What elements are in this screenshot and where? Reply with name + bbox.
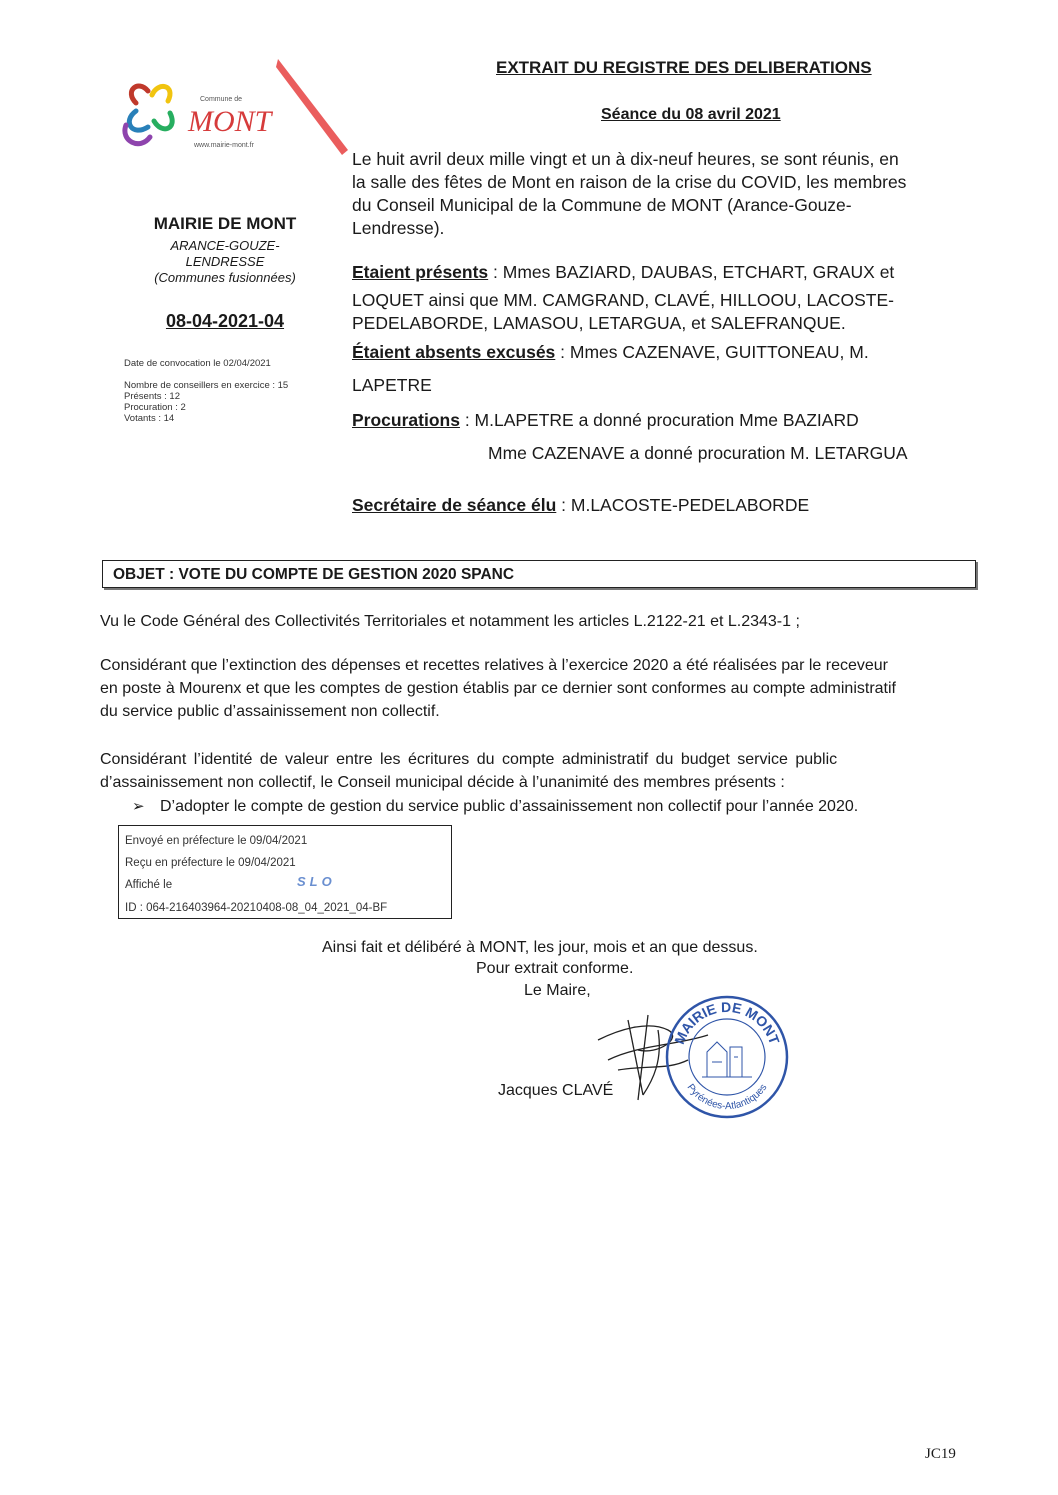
presents-line-2: LOQUET ainsi que MM. CAMGRAND, CLAVÉ, HILLOOU, LACOSTE- [352,290,894,310]
secretaire-value: : M.LACOSTE-PEDELABORDE [556,495,810,515]
body-paragraph-1: Vu le Code Général des Collectivités Territoriales et notamment les articles L.2122-21 et L.2343-1 ; [100,613,800,630]
absents-line [352,341,869,364]
objet-title: OBJET : VOTE DU COMPTE DE GESTION 2020 SPANC [113,566,515,583]
logo-top-text: Commune de [200,96,243,103]
logo-name: MONT [188,105,272,138]
intro-line: Lendresse). [352,218,445,238]
intro-line: la salle des fêtes de Mont en raison de la crise du COVID, les membres [352,172,907,192]
decision-bullet: D’adopter le compte de gestion du service public d’assainissement non collectif pour l’année 2020. [160,798,859,815]
closing-line-3: Le Maire, [524,982,591,999]
logo-url: www.mairie-mont.fr [194,142,254,149]
seal-bottom-text: Pyrénées-Atlantiques [684,1082,770,1113]
body-paragraph-3-line: Considérant l’identité de valeur entre les écritures du compte administratif du budget service public [100,751,838,768]
procurations-label: Procurations [352,410,460,430]
presents-count: Présents : 12 [124,391,180,402]
body-paragraph-2-line: Considérant que l’extinction des dépenses et recettes relatives à l’exercice 2020 a été réalisées par le receveur [100,657,888,674]
body-paragraph-3-line: d’assainissement non collectif, le Conseil municipal décide à l’unanimité des membres présents : [100,774,785,791]
stamp-affiche: Affiché le [125,879,173,891]
closing-line-1: Ainsi fait et délibéré à MONT, les jour, mois et an que dessus. [322,939,758,956]
svg-text:Pyrénées-Atlantiques [685,1082,770,1112]
convocation-date: Date de convocation le 02/04/2021 [124,358,271,369]
mairie-sub-1: ARANCE-GOUZE- [170,238,280,253]
signatory-name: Jacques CLAVÉ [498,1082,614,1099]
absents-label: Étaient absents excusés [352,342,556,362]
secretaire-line [352,494,809,517]
closing-line-2: Pour extrait conforme. [476,960,634,977]
mairie-sub-2: LENDRESSE [185,254,265,269]
procurations-line-2: Mme CAZENAVE a donné procuration M. LETARGUA [488,443,908,463]
seal-top-text: MAIRIE DE MONT [671,998,783,1047]
conseillers-count: Nombre de conseillers en exercice : 15 [124,380,289,391]
absents-names: : Mmes CAZENAVE, GUITTONEAU, M. [555,342,869,362]
stamp-id: ID : 064-216403964-20210408-08_04_2021_04-BF [125,902,388,914]
secretaire-label: Secrétaire de séance élu [352,495,557,515]
deliberation-reference: 08-04-2021-04 [165,311,285,331]
slow-logo: SLO [297,874,336,889]
body-paragraph-2-line: en poste à Mourenx et que les comptes de gestion établis par ce dernier sont conformes au compte administratif [100,680,896,697]
procuration-count: Procuration : 2 [124,402,186,413]
document-title: EXTRAIT DU REGISTRE DES DELIBERATIONS [496,58,872,77]
mairie-seal [662,992,792,1122]
absents-line-2: LAPETRE [352,375,432,395]
votants-count: Votants : 14 [124,413,175,424]
presents-line [352,261,894,284]
procurations-first: : M.LAPETRE a donné procuration Mme BAZIARD [459,410,859,430]
stamp-envoye: Envoyé en préfecture le 09/04/2021 [125,835,308,847]
stamp-recu: Reçu en préfecture le 09/04/2021 [125,857,296,869]
presents-label: Etaient présents [352,262,489,282]
mairie-name: MAIRIE DE MONT [153,214,297,233]
seance-date: Séance du 08 avril 2021 [601,106,781,123]
body-paragraph-2-line: du service public d’assainissement non collectif. [100,703,440,720]
mairie-sub-3: (Communes fusionnées) [154,270,296,285]
svg-text:MAIRIE DE MONT [671,999,783,1047]
presents-line-3: PEDELABORDE, LAMASOU, LETARGUA, et SALEFRANQUE. [352,313,846,333]
commune-logo [118,55,348,185]
intro-line: Le huit avril deux mille vingt et un à dix-neuf heures, se sont réunis, en [352,149,899,169]
procurations-line [352,409,859,432]
prefecture-stamp [118,825,452,919]
presents-names: : Mmes BAZIARD, DAUBAS, ETCHART, GRAUX et [488,262,895,282]
footer-code: JC19 [925,1446,956,1462]
bullet-arrow-icon: ➢ [132,798,145,815]
intro-line: du Conseil Municipal de la Commune de MONT (Arance-Gouze- [352,195,852,215]
objet-box [102,560,976,588]
